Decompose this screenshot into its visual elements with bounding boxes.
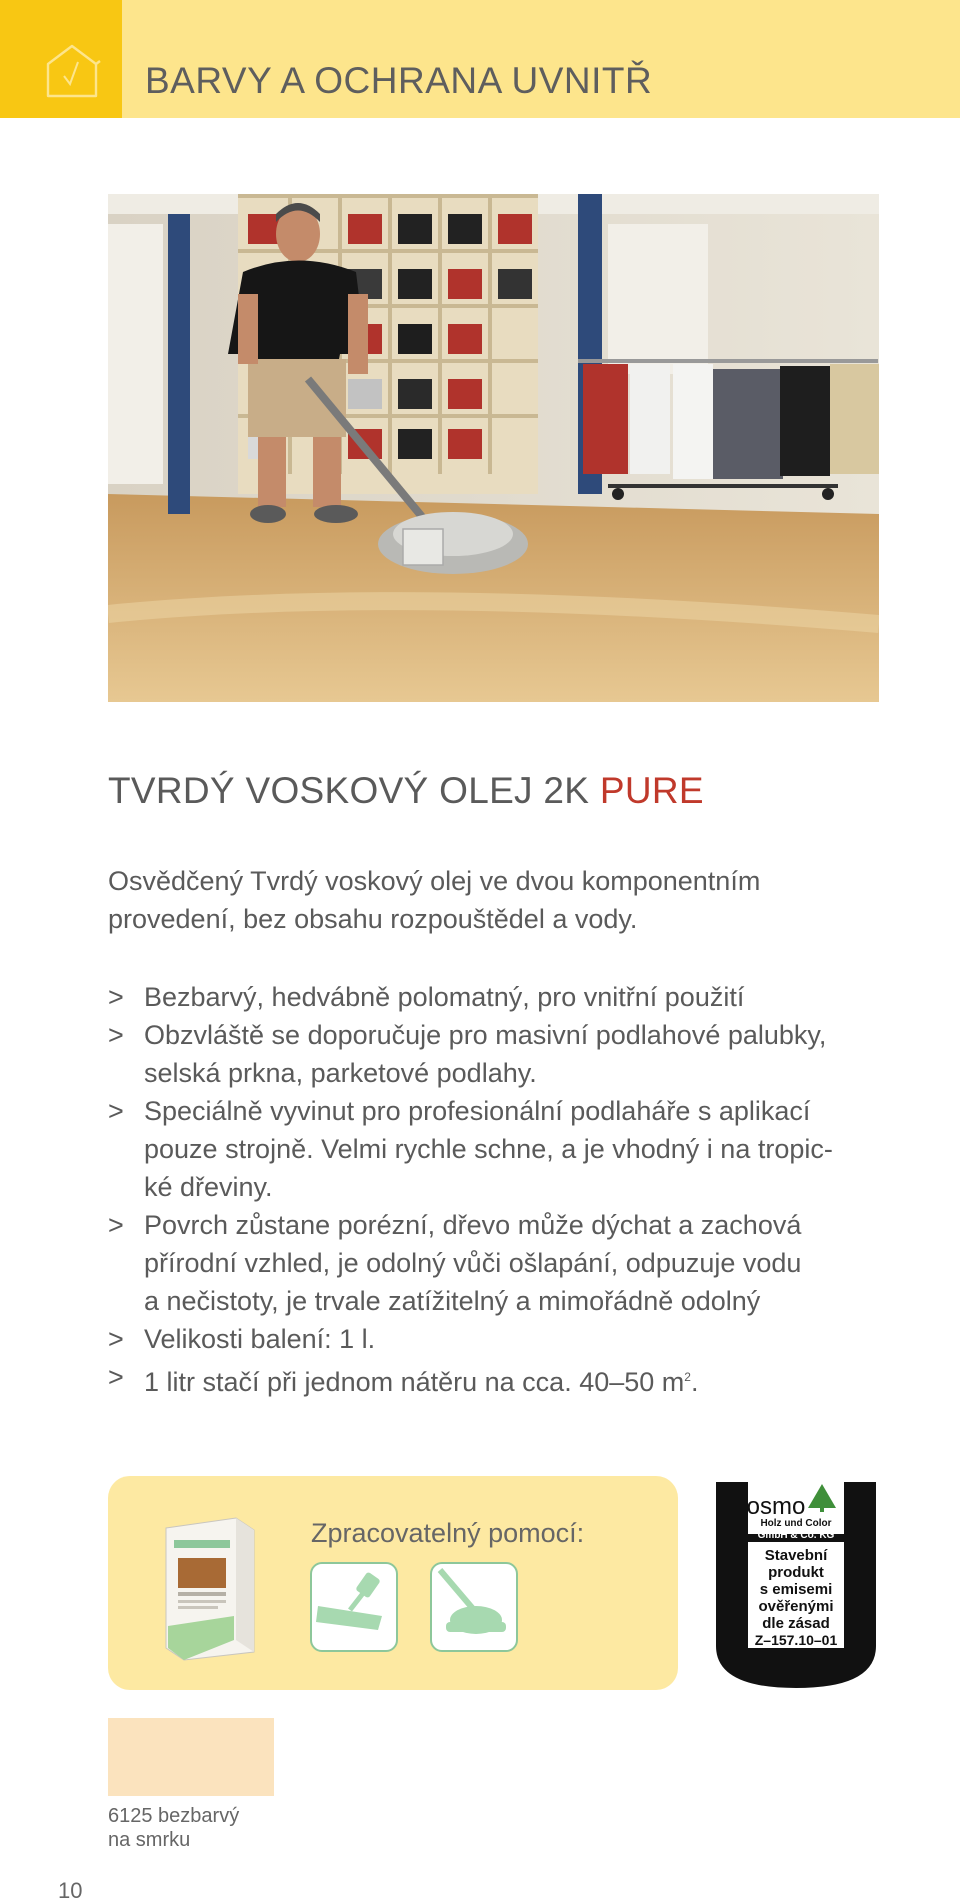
feature-list bbox=[108, 978, 868, 1401]
bullet-marker: > bbox=[108, 982, 124, 1012]
intro-line-2: provedení, bez obsahu rozpouštědel a vody. bbox=[108, 904, 638, 934]
feature-item: > 1 litr stačí při jednom nátěru na cca. 40–50 $m^2$. bbox=[108, 1358, 868, 1401]
feature-item: > Speciálně vyvinut pro profesionální podlaháře s aplikací pouze strojně. Velmi rychle schne, a je vhodný i na tropic- ké dřeviny. bbox=[108, 1092, 868, 1206]
product-title-accent: PURE bbox=[599, 770, 704, 811]
feature-item: > Bezbarvý, hedvábně polomatný, pro vnitřní použití bbox=[108, 978, 868, 1016]
header-tab bbox=[0, 0, 122, 118]
bullet-marker: > bbox=[108, 1324, 124, 1354]
swatch-label: 6125 bezbarvý na smrku bbox=[108, 1805, 240, 1851]
feature-item: > Velikosti balení: 1 l. bbox=[108, 1320, 868, 1358]
header-band bbox=[0, 0, 960, 118]
product-package-image bbox=[158, 1514, 258, 1662]
svg-text:produkt: produkt bbox=[768, 1564, 824, 1581]
svg-text:GmbH & Co. KG: GmbH & Co. KG bbox=[757, 1530, 835, 1541]
svg-text:dle zásad: dle zásad bbox=[762, 1615, 830, 1632]
intro-line-1: Osvědčený Tvrdý voskový olej ve dvou komponentním bbox=[108, 866, 761, 896]
section-title: BARVY A OCHRANA UVNITŘ bbox=[145, 60, 653, 101]
color-swatch bbox=[108, 1718, 274, 1796]
emission-certification-badge bbox=[712, 1478, 880, 1692]
svg-text:Stavební: Stavební bbox=[764, 1547, 828, 1564]
processing-label: Zpracovatelný pomocí: bbox=[311, 1518, 585, 1548]
feature-item: > Povrch zůstane porézní, dřevo může dýchat a zachová přírodní vzhled, je odolný vůči ošlapání, odpuzuje vodu a nečistoty, je trvale zatížitelný a mimořádně odolný bbox=[108, 1206, 868, 1320]
product-title bbox=[108, 770, 704, 812]
product-title-main: TVRDÝ VOSKOVÝ OLEJ 2K bbox=[108, 770, 600, 811]
svg-text:ověřenými: ověřenými bbox=[758, 1598, 834, 1615]
bullet-marker: > bbox=[108, 1210, 124, 1240]
product-intro bbox=[108, 862, 888, 938]
svg-text:Holz und Color: Holz und Color bbox=[760, 1518, 832, 1529]
tool-spatula bbox=[310, 1562, 398, 1652]
house-check-icon bbox=[42, 40, 102, 100]
bullet-marker: > bbox=[108, 1096, 124, 1126]
svg-text:Z–157.10–01: Z–157.10–01 bbox=[754, 1632, 838, 1648]
bullet-marker: > bbox=[108, 1020, 124, 1050]
processing-panel bbox=[108, 1476, 678, 1690]
floor-sanding-photo bbox=[108, 194, 879, 702]
bullet-marker: > bbox=[108, 1362, 124, 1392]
floor-machine-icon bbox=[432, 1564, 516, 1650]
osmo-brand: osmo bbox=[746, 1493, 806, 1520]
tool-floor-machine bbox=[430, 1562, 518, 1652]
svg-text:s emisemi: s emisemi bbox=[759, 1581, 833, 1598]
feature-item: > Obzvláště se doporučuje pro masivní podlahové palubky, selská prkna, parketové podlahy. bbox=[108, 1016, 868, 1092]
page-number: 10 bbox=[58, 1878, 83, 1902]
spatula-icon bbox=[312, 1564, 396, 1650]
